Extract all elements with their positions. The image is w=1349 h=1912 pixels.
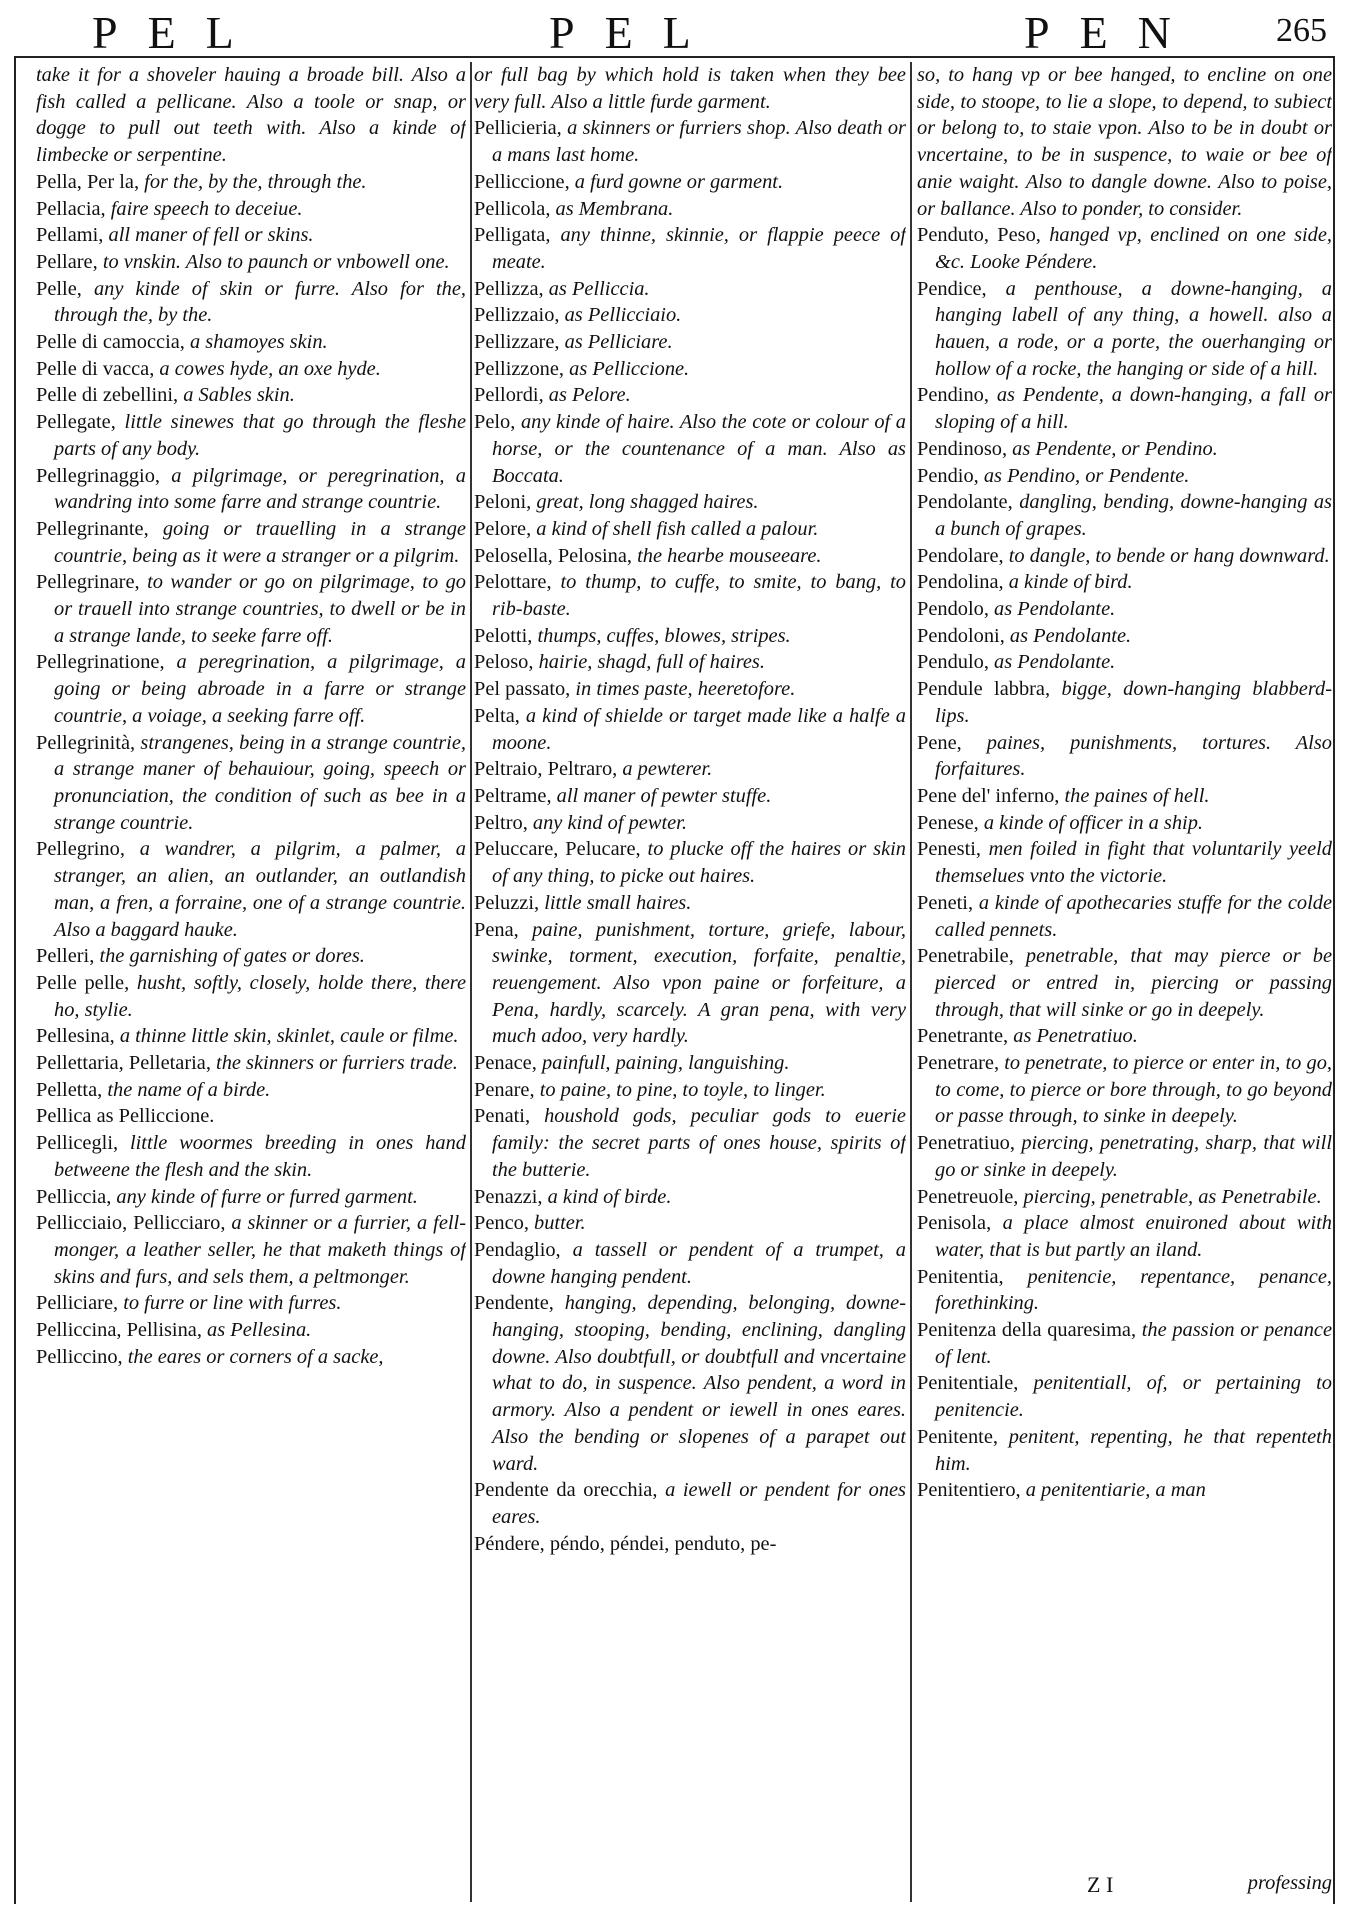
dictionary-entry — [36, 1290, 466, 1317]
entry-definition: to vnskin. Also to paunch or vnbowell one. — [102, 250, 450, 273]
entry-definition: a Sables skin. — [183, 384, 295, 407]
entry-definition: as Pelore. — [548, 384, 631, 407]
dictionary-entry — [917, 276, 1332, 383]
entry-headword: Peltro, — [474, 811, 533, 834]
entry-definition: penitencie, repentance, penance, forethinking. — [935, 1265, 1332, 1315]
entry-headword: Pel passato, — [474, 678, 576, 701]
entry-headword: Pendoloni, — [917, 624, 1010, 647]
entry-definition: going or trauelling in a strange countrie, being as it were a stranger or a pilgrim. — [54, 517, 466, 567]
entry-definition: paines, punishments, tortures. Also forfaitures. — [935, 731, 1332, 781]
entry-headword: Penetreuole, — [917, 1185, 1024, 1208]
dictionary-entry — [474, 569, 906, 622]
page-number: 265 — [1276, 12, 1327, 49]
dictionary-entry — [917, 1184, 1332, 1211]
dictionary-entry — [474, 196, 906, 223]
dictionary-entry — [917, 1210, 1332, 1263]
entry-headword: Péndere, péndo, péndei, penduto, pe- — [474, 1532, 777, 1555]
entry-headword: Penazzi, — [474, 1185, 548, 1208]
entry-headword: Pendolo, — [917, 598, 995, 621]
entry-definition: take it for a shoveler hauing a broade bill. Also a fish called a pellicane. Also a toole or snap, or dogge to pull out teeth with. Also a kinde of limbecke or serpentine. — [36, 64, 466, 167]
entry-definition: penitent, repenting, he that repenteth him. — [935, 1425, 1332, 1475]
dictionary-entry — [474, 1077, 906, 1104]
entry-headword: Pellicegli, — [36, 1132, 130, 1155]
entry-headword: Penesti, — [917, 838, 989, 861]
dictionary-entry — [917, 222, 1332, 275]
dictionary-entry — [474, 1531, 906, 1558]
entry-definition: as Pendolante. — [1009, 624, 1132, 647]
running-head-middle: PEL — [549, 7, 721, 58]
entry-definition: hairie, shagd, full of haires. — [538, 651, 765, 674]
dictionary-entry — [36, 222, 466, 249]
entry-headword: Penitenza della quaresima, — [917, 1319, 1142, 1342]
entry-headword: Peluzzi, — [474, 891, 545, 914]
entry-definition: paine, punishment, torture, griefe, labour, swinke, torment, execution, forfaite, penaltie, reuengement. Also vpon paine or forfeiture, a Pena, hardly, scarcely. A gran pena, with very much adoo, very hardly. — [492, 918, 906, 1048]
dictionary-entry — [474, 1210, 906, 1237]
dictionary-entry — [474, 1050, 906, 1077]
entry-headword: Penisola, — [917, 1212, 1003, 1235]
entry-definition: little sinewes that go through the fleshe parts of any body. — [54, 411, 466, 460]
dictionary-entry — [474, 409, 906, 489]
dictionary-entry — [474, 1290, 906, 1477]
entry-headword: Pellare, — [36, 250, 103, 273]
entry-definition: all maner of pewter stuffe. — [556, 784, 772, 807]
dictionary-entry — [36, 356, 466, 383]
column-divider-1 — [470, 62, 472, 1902]
dictionary-entry — [917, 676, 1332, 729]
entry-headword: Pelosella, Pelosina, — [474, 544, 638, 567]
catchword: professing — [1247, 1872, 1332, 1894]
entry-definition: bigge, down-hanging blabberd-lips. — [935, 678, 1332, 727]
entry-headword: Peltraio, Peltraro, — [474, 758, 623, 781]
dictionary-entry — [474, 382, 906, 409]
entry-headword: Penese, — [917, 811, 984, 834]
dictionary-entry — [474, 222, 906, 275]
entry-definition: or full bag by which hold is taken when they bee very full. Also a little furde garment. — [474, 64, 906, 113]
entry-headword: Pellettaria, Pelletaria, — [36, 1052, 217, 1075]
entry-headword: Penitente, — [917, 1425, 1009, 1448]
entry-headword: Pelta, — [474, 704, 526, 727]
dictionary-entry — [36, 1050, 466, 1077]
entry-definition: a shamoyes skin. — [190, 331, 328, 354]
entry-definition: a peregrination, a pilgrimage, a going or being abroade in a farre or strange countrie, a voiage, a seeking farre off. — [54, 651, 466, 727]
column-divider-2 — [910, 62, 912, 1902]
entry-headword: Pendolina, — [917, 571, 1009, 594]
signature-mark: Z I — [1087, 1872, 1114, 1897]
entry-headword: Peloso, — [474, 651, 539, 674]
entry-headword: Penitentiero, — [917, 1479, 1026, 1502]
entry-headword: Pellizza, — [474, 277, 549, 300]
dictionary-entry — [917, 489, 1332, 542]
entry-headword: Pelligata, — [474, 224, 561, 247]
dictionary-entry — [474, 489, 906, 516]
dictionary-entry — [36, 329, 466, 356]
dictionary-entry — [917, 1317, 1332, 1370]
entry-headword: Pellegrinatione, — [36, 651, 177, 674]
dictionary-page — [14, 8, 1335, 1904]
entry-definition: to plucke off the haires or skin of any thing, to picke out haires. — [492, 838, 906, 888]
dictionary-entry — [36, 1210, 466, 1290]
entry-headword: Pellizzaio, — [474, 304, 565, 327]
entry-definition: a thinne little skin, skinlet, caule or filme. — [119, 1025, 459, 1048]
dictionary-entry — [36, 1344, 466, 1371]
dictionary-entry — [917, 1050, 1332, 1130]
entry-headword: Pelliccia, — [36, 1185, 117, 1208]
dictionary-entry — [474, 703, 906, 756]
entry-headword: Peloni, — [474, 491, 537, 514]
entry-definition: a furd gowne or garment. — [574, 170, 784, 193]
dictionary-entry — [474, 1477, 906, 1530]
entry-headword: Pellica as Pelliccione. — [36, 1105, 215, 1128]
dictionary-entry — [36, 516, 466, 569]
dictionary-entry — [36, 276, 466, 329]
entry-definition: penetrable, that may pierce or be pierced or entred in, piercing or passing through, that will sinke or go in deepely. — [935, 945, 1332, 1021]
entry-headword: Pendinoso, — [917, 437, 1013, 460]
dictionary-entry — [36, 62, 466, 169]
dictionary-entry — [36, 1023, 466, 1050]
entry-definition: a kind of birde. — [547, 1185, 672, 1208]
entry-definition: the skinners or furriers trade. — [216, 1052, 458, 1075]
entry-definition: husht, softly, closely, holde there, there ho, stylie. — [54, 971, 466, 1021]
entry-definition: to wander or go on pilgrimage, to go or trauell into strange countries, to dwell or be in a strange lande, to seeke farre off. — [54, 571, 466, 647]
dictionary-entry — [474, 302, 906, 329]
dictionary-entry — [36, 382, 466, 409]
entry-definition: a kinde of apothecaries stuffe for the colde called pennets. — [935, 891, 1332, 941]
entry-headword: Pelle di vacca, — [36, 357, 160, 380]
entry-headword: Pellicieria, — [474, 117, 568, 140]
entry-headword: Penitentiale, — [917, 1372, 1034, 1395]
dictionary-entry — [917, 623, 1332, 650]
dictionary-entry — [474, 543, 906, 570]
entry-definition: the name of a birde. — [107, 1078, 271, 1101]
dictionary-entry — [36, 943, 466, 970]
dictionary-entry — [917, 730, 1332, 783]
dictionary-entry — [36, 196, 466, 223]
entry-headword: Pendente, — [474, 1292, 565, 1315]
entry-headword: Pelleri, — [36, 945, 100, 968]
dictionary-entry — [36, 463, 466, 516]
entry-definition: faire speech to deceiue. — [110, 197, 303, 220]
dictionary-entry — [36, 970, 466, 1023]
entry-definition: a kind of shielde or target made like a halfe a moone. — [492, 704, 906, 754]
entry-definition: little woormes breeding in ones hand betweene the flesh and the skin. — [54, 1132, 466, 1181]
entry-headword: Pelle di camoccia, — [36, 331, 190, 354]
entry-definition: as Pendolante. — [994, 651, 1116, 674]
dictionary-entry — [917, 1264, 1332, 1317]
dictionary-entry — [474, 115, 906, 168]
entry-definition: as Pendente, a down-hanging, a fall or sloping of a hill. — [935, 384, 1332, 434]
entry-headword: Pelliciare, — [36, 1292, 124, 1315]
entry-definition: piercing, penetrating, sharp, that will go or sinke in deepely. — [935, 1132, 1332, 1181]
dictionary-entry — [474, 1237, 906, 1290]
running-head-left: PEL — [92, 7, 264, 58]
entry-definition: hanged vp, enclined on one side, &c. Looke Péndere. — [935, 224, 1332, 273]
entry-headword: Pellegate, — [36, 411, 125, 434]
entry-headword: Penitentia, — [917, 1265, 1028, 1288]
dictionary-entry — [474, 356, 906, 383]
entry-headword: Pelle pelle, — [36, 971, 137, 994]
entry-headword: Pellegrinante, — [36, 517, 163, 540]
entry-headword: Pelliccione, — [474, 170, 575, 193]
entry-definition: any thinne, skinnie, or flappie peece of meate. — [492, 224, 906, 273]
entry-definition: the garnishing of gates or dores. — [99, 945, 365, 968]
entry-definition: little small haires. — [544, 891, 692, 914]
entry-definition: as Pendino, or Pendente. — [983, 464, 1190, 487]
column-3 — [917, 62, 1332, 1896]
entry-headword: Penco, — [474, 1212, 535, 1235]
dictionary-entry — [36, 730, 466, 837]
entry-definition: all maner of fell or skins. — [108, 224, 314, 247]
entry-headword: Pellami, — [36, 224, 109, 247]
dictionary-entry — [36, 569, 466, 649]
dictionary-entry — [917, 836, 1332, 889]
entry-definition: great, long shagged haires. — [536, 491, 759, 514]
entry-definition: any kinde of skin or furre. Also for the, through the, by the. — [54, 277, 466, 327]
dictionary-entry — [474, 756, 906, 783]
dictionary-entry — [917, 1023, 1332, 1050]
entry-definition: a tassell or pendent of a trumpet, a downe hanging pendent. — [492, 1238, 906, 1288]
dictionary-entry — [917, 783, 1332, 810]
entry-headword: Pellegrino, — [36, 838, 140, 861]
entry-headword: Pellizzone, — [474, 357, 570, 380]
entry-headword: Pellicola, — [474, 197, 556, 220]
entry-definition: dangling, bending, downe-hanging as a bunch of grapes. — [935, 491, 1332, 540]
entry-headword: Pellegrinare, — [36, 571, 148, 594]
running-head-right: PEN — [1024, 7, 1201, 58]
entry-headword: Pena, — [474, 918, 533, 941]
dictionary-entry — [917, 382, 1332, 435]
dictionary-entry — [917, 1477, 1332, 1504]
entry-definition: a kinde of bird. — [1008, 571, 1133, 594]
dictionary-entry — [36, 409, 466, 462]
entry-headword: Pendio, — [917, 464, 984, 487]
entry-definition: any kinde of haire. Also the cote or colour of a horse, or the countenance of a man. Also as Boccata. — [492, 411, 906, 487]
entry-definition: penitentiall, of, or pertaining to penitencie. — [935, 1372, 1332, 1422]
entry-headword: Peneti, — [917, 891, 979, 914]
entry-headword: Pendulo, — [917, 651, 995, 674]
entry-headword: Penduto, Peso, — [917, 224, 1050, 247]
entry-definition: a skinners or furriers shop. Also death or a mans last home. — [492, 117, 906, 167]
entry-definition: in times paste, heeretofore. — [575, 678, 796, 701]
dictionary-entry — [474, 169, 906, 196]
entry-headword: Pendolante, — [917, 491, 1020, 514]
entry-headword: Pellizzare, — [474, 331, 565, 354]
dictionary-entry — [917, 463, 1332, 490]
entry-definition: a penthouse, a downe-hanging, a hanging labell of any thing, a howell. also a hauen, a rode, or a porte, the ouerhanging or hollow of a rocke, the hanging or side of a hill. — [935, 277, 1332, 380]
entry-definition: a kind of shell fish called a palour. — [536, 517, 819, 540]
entry-definition: a pilgrimage, or peregrination, a wandring into some farre and strange countrie. — [54, 464, 466, 514]
dictionary-entry — [36, 1103, 466, 1130]
entry-headword: Pelle di zebellini, — [36, 384, 184, 407]
entry-definition: as Pelliciare. — [564, 331, 673, 354]
entry-headword: Penetratiuo, — [917, 1132, 1022, 1155]
dictionary-entry — [917, 543, 1332, 570]
entry-definition: to thump, to cuffe, to smite, to bang, to rib-baste. — [492, 571, 906, 621]
entry-definition: a pewterer. — [622, 758, 713, 781]
dictionary-entry — [474, 810, 906, 837]
entry-definition: butter. — [534, 1212, 586, 1235]
entry-headword: Pendule labbra, — [917, 678, 1062, 701]
entry-definition: hanging, depending, belonging, downe-hanging, stooping, bending, enclining, dangling downe. Also doubtfull, or doubtfull and vncertaine what to do, in suspence. Also pendent, a word in armory. Also a pendent or iewell in ones eares. Also the bending or slopenes of a parapet out ward. — [492, 1292, 906, 1475]
entry-headword: Pella, Per la, — [36, 170, 145, 193]
entry-headword: Pelliccina, Pellisina, — [36, 1319, 208, 1342]
entry-headword: Pelotti, — [474, 624, 538, 647]
entry-headword: Penare, — [474, 1078, 540, 1101]
dictionary-entry — [474, 676, 906, 703]
entry-definition: as Pelliccione. — [569, 357, 690, 380]
entry-definition: the paines of hell. — [1064, 784, 1210, 807]
dictionary-entry — [36, 1184, 466, 1211]
entry-definition: as Pellesina. — [207, 1319, 312, 1342]
entry-headword: Penetrabile, — [917, 945, 1026, 968]
dictionary-entry — [917, 890, 1332, 943]
entry-definition: a penitentiarie, a man — [1025, 1479, 1206, 1502]
dictionary-entry — [917, 62, 1332, 222]
entry-headword: Pellegrinità, — [36, 731, 141, 754]
dictionary-entry — [917, 436, 1332, 463]
entry-definition: to paine, to pine, to toyle, to linger. — [539, 1078, 826, 1101]
entry-definition: the hearbe mouseeare. — [637, 544, 822, 567]
entry-headword: Pellesina, — [36, 1025, 120, 1048]
entry-definition: a iewell or pendent for ones eares. — [492, 1479, 906, 1528]
entry-definition: a wandrer, a pilgrim, a palmer, a stranger, an alien, an outlander, an outlandish man, a fren, a forraine, one of a strange countrie. Also a baggard hauke. — [54, 838, 466, 941]
entry-headword: Pelo, — [474, 411, 521, 434]
dictionary-entry — [474, 516, 906, 543]
entry-definition: the eares or corners of a sacke, — [127, 1345, 384, 1368]
entry-definition: any kind of pewter. — [532, 811, 687, 834]
entry-definition: thumps, cuffes, blowes, stripes. — [537, 624, 791, 647]
dictionary-entry — [474, 649, 906, 676]
dictionary-entry — [917, 596, 1332, 623]
dictionary-entry — [36, 649, 466, 729]
entry-headword: Penetrante, — [917, 1025, 1014, 1048]
entry-definition: as Pendente, or Pendino. — [1012, 437, 1218, 460]
dictionary-entry — [474, 276, 906, 303]
entry-definition: for the, by the, through the. — [144, 170, 367, 193]
dictionary-entry — [474, 783, 906, 810]
dictionary-entry — [917, 1370, 1332, 1423]
entry-definition: to penetrate, to pierce or enter in, to go, to come, to pierce or bore through, to go beyond or passe through, to sinke in deepely. — [935, 1052, 1332, 1128]
entry-definition: houshold gods, peculiar gods to euerie family: the secret parts of ones house, spirits of the butterie. — [492, 1105, 906, 1181]
dictionary-entry — [474, 917, 906, 1051]
dictionary-entry — [917, 569, 1332, 596]
dictionary-entry — [474, 1184, 906, 1211]
entry-definition: as Penetratiuo. — [1013, 1025, 1138, 1048]
entry-definition: as Membrana. — [555, 197, 674, 220]
column-2 — [474, 62, 906, 1896]
dictionary-entry — [36, 836, 466, 943]
dictionary-entry — [917, 1130, 1332, 1183]
entry-definition: a kinde of officer in a ship. — [983, 811, 1203, 834]
entry-headword: Pellegrinaggio, — [36, 464, 172, 487]
entry-headword: Pendolare, — [917, 544, 1009, 567]
entry-headword: Pelletta, — [36, 1078, 108, 1101]
dictionary-entry — [474, 890, 906, 917]
dictionary-entry — [474, 1103, 906, 1183]
dictionary-entry — [917, 810, 1332, 837]
entry-headword: Pelore, — [474, 517, 537, 540]
entry-definition: as Pellicciaio. — [564, 304, 682, 327]
entry-headword: Penace, — [474, 1052, 542, 1075]
dictionary-entry — [917, 649, 1332, 676]
entry-definition: to dangle, to bende or hang downward. — [1008, 544, 1330, 567]
entry-headword: Pellicciaio, Pellicciaro, — [36, 1212, 232, 1235]
entry-definition: piercing, penetrable, as Penetrabile. — [1023, 1185, 1322, 1208]
entry-definition: as Pelliccia. — [548, 277, 650, 300]
entry-definition: strangenes, being in a strange countrie, a strange maner of behauiour, going, speech or pronunciation, the condition of such as bee in a strange countrie. — [54, 731, 466, 834]
dictionary-entry — [474, 623, 906, 650]
dictionary-entry — [36, 1317, 466, 1344]
entry-headword: Peluccare, Pelucare, — [474, 838, 648, 861]
entry-definition: a cowes hyde, an oxe hyde. — [159, 357, 381, 380]
dictionary-entry — [474, 62, 906, 115]
entry-definition: so, to hang vp or bee hanged, to encline on one side, to stoope, to lie a slope, to depend, to subiect or belong to, to staie vpon. Also to be in doubt or vncertaine, to be in suspence, to waie or bee of anie waight. Also to dangle downe. Also to poise, or ballance. Also to ponder, to consider. — [917, 64, 1332, 220]
entry-headword: Pendice, — [917, 277, 1006, 300]
entry-definition: a skinner or a furrier, a fell-monger, a leather seller, he that maketh things of skins and furs, and sels them, a peltmonger. — [54, 1212, 466, 1288]
entry-headword: Pendaglio, — [474, 1238, 573, 1261]
dictionary-entry — [917, 1424, 1332, 1477]
entry-headword: Pelliccino, — [36, 1345, 128, 1368]
dictionary-entry — [36, 1130, 466, 1183]
entry-headword: Pene, — [917, 731, 987, 754]
entry-definition: men foiled in fight that voluntarily yeeld themselues vnto the victorie. — [935, 838, 1332, 888]
entry-headword: Pelle, — [36, 277, 94, 300]
entry-headword: Penetrare, — [917, 1052, 1005, 1075]
entry-definition: a place almost enuironed about with water, that is but partly an iland. — [935, 1212, 1332, 1261]
entry-headword: Pendino, — [917, 384, 997, 407]
entry-definition: as Pendolante. — [994, 598, 1116, 621]
entry-headword: Pene del' inferno, — [917, 784, 1065, 807]
entry-headword: Pellacia, — [36, 197, 111, 220]
entry-headword: Pelottare, — [474, 571, 561, 594]
dictionary-entry — [474, 836, 906, 889]
dictionary-entry — [917, 943, 1332, 1023]
dictionary-entry — [36, 249, 466, 276]
entry-definition: any kinde of furre or furred garment. — [116, 1185, 418, 1208]
dictionary-entry — [36, 169, 466, 196]
entry-definition: painfull, paining, languishing. — [541, 1052, 790, 1075]
entry-headword: Peltrame, — [474, 784, 557, 807]
entry-definition: the passion or penance of lent. — [935, 1319, 1332, 1368]
dictionary-entry — [36, 1077, 466, 1104]
entry-headword: Penati, — [474, 1105, 545, 1128]
entry-headword: Pendente da orecchia, — [474, 1479, 666, 1502]
entry-headword: Pellordi, — [474, 384, 549, 407]
column-1 — [36, 62, 466, 1896]
dictionary-entry — [474, 329, 906, 356]
page-header — [14, 8, 1335, 56]
entry-definition: to furre or line with furres. — [123, 1292, 342, 1315]
